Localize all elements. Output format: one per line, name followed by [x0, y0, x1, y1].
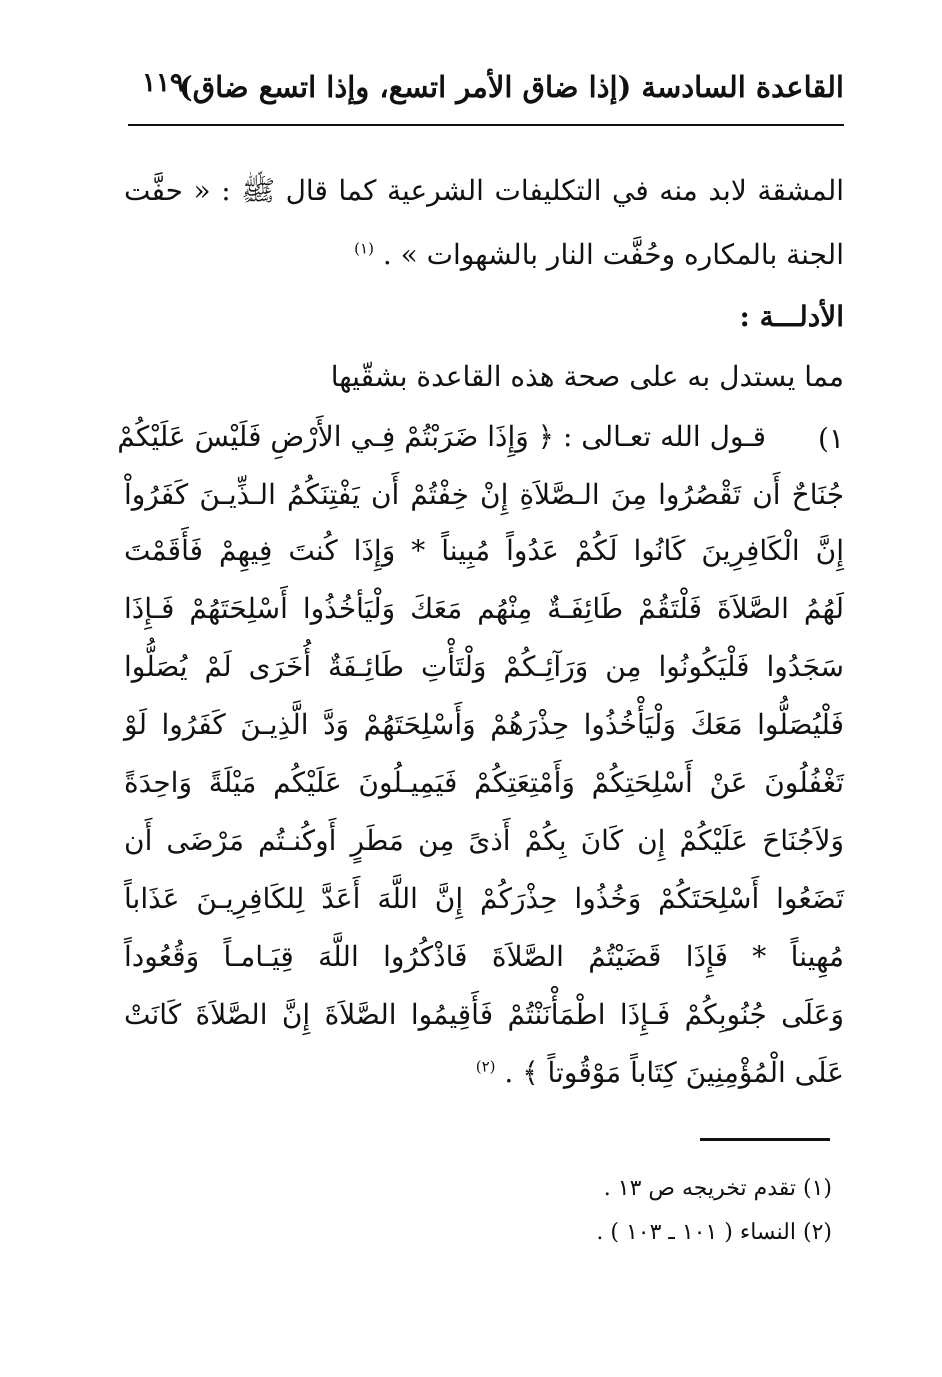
running-header-title: القاعدة السادسة (إذا ضاق الأمر اتسع، وإذا اتسع ضاق)	[178, 70, 844, 104]
verse-line: تَضَعُوا أَسْلِحَتَكُمْ وَخُذُوا حِذْرَكُمْ إِنَّ اللَّهَ أَعَدَّ لِلكَافِرِيـنَ عَذَاباً	[124, 882, 844, 915]
body-line: المشقة لابد منه في التكليفات الشرعية كما قال ﷺ : « حفَّت	[124, 174, 844, 207]
verse-line: قـول الله تعـالى : ﴿ وَإِذَا ضَرَبْتُمْ فِـي الأَرْضِ فَلَيْسَ عَلَيْكُمْ	[117, 420, 766, 453]
verse-line: وَعَلَى جُنُوبِكُمْ فَـإِذَا اطْمَأْنَنْتُمْ فَأَقِيمُوا الصَّلاَةَ إِنَّ الصَّلاَةَ كَانَتْ	[124, 998, 844, 1031]
verse-line: عَلَى الْمُؤْمِنِينَ كِتَاباً مَوْقُوتاً ﴾ . $^{(٢)}$	[475, 1056, 844, 1089]
verse-line: فَلْيُصَلُّوا مَعَكَ وَلْيَأْخُذُوا حِذْرَهُمْ وَأَسْلِحَتَهُمْ وَدَّ الَّذِيـنَ كَفَرُوا لَوْ	[124, 708, 844, 741]
verse-line: تَغْفُلُونَ عَنْ أَسْلِحَتِكُمْ وَأَمْتِعَتِكُمْ فَيَمِيـلُونَ عَلَيْكُم مَيْلَةً وَاحِدَةً	[124, 766, 844, 799]
verse-line: وَلاَجُنَاحَ عَلَيْكُمْ إِن كَانَ بِكُمْ أَذىً مِن مَطَرٍ أَوكُنـتُم مَرْضَى أَن	[124, 824, 844, 857]
footnote: (٢) النساء ( ١٠١ ـ ١٠٣ ) .	[596, 1220, 832, 1245]
verse-line: مُهِيناً * فَإِذَا قَضَيْتُمُ الصَّلاَةَ فَاذْكُرُوا اللَّهَ قِيَـامـاً وَقُعُوداً	[124, 940, 844, 973]
footnote: (١) تقدم تخريجه ص ١٣ .	[603, 1176, 832, 1201]
section-heading: الأدلـــة :	[739, 300, 844, 333]
footnote-marker: (١)	[354, 239, 374, 258]
header-rule	[128, 124, 844, 126]
list-item-number: ١)	[818, 422, 844, 455]
verse-line: لَهُمُ الصَّلاَةَ فَلْتَقُمْ طَائِفَـةٌ مِنْهُم مَعَكَ وَلْيَأخُذُوا أَسْلِحَتَهُمْ فَـإِذَا	[124, 592, 844, 625]
body-line: مما يستدل به على صحة هذه القاعدة بشقّيها	[330, 360, 844, 393]
verse-line: جُنَاحٌ أَن تَقْصُرُوا مِنَ الـصَّلاَةِ إِنْ خِفْتُمْ أَن يَفْتِنَكُمُ الـذِّيـنَ كَفَرُواْ	[124, 478, 844, 511]
verse-line: سَجَدُوا فَلْيَكُونُوا مِن وَرَآئِـكُمْ وَلْتَأْتِ طَائِـفَةٌ أُخَرَى لَمْ يُصَلُّوا	[124, 650, 844, 683]
verse-line: إِنَّ الْكَافِرِينَ كَانُوا لَكُمْ عَدُواً مُبِيناً * وَإِذَا كُنتَ فِيهِمْ فَأَقَمْتَ	[124, 534, 844, 567]
footnote-separator	[700, 1138, 830, 1141]
footnote-marker: (٢)	[475, 1057, 496, 1076]
body-line: الجنة بالمكاره وحُفَّت النار بالشهوات » . $^{(١)}$	[354, 238, 844, 271]
page-number: ١١٩	[142, 68, 184, 98]
